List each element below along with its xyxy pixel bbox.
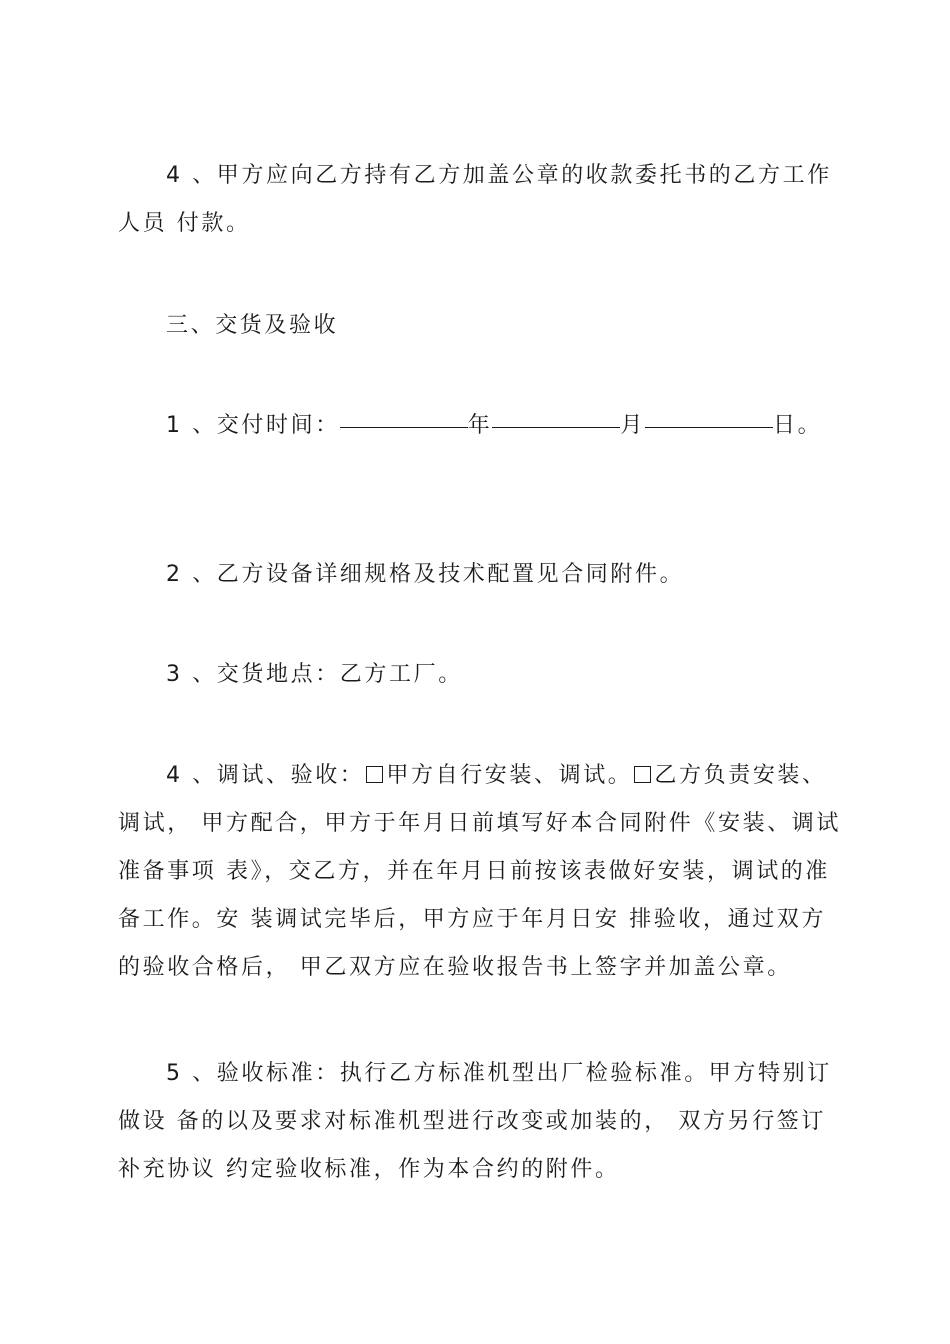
clause-delivery-time xyxy=(118,402,830,450)
clause-line: 2 、乙方设备详细规格及技术配置见合同附件。 xyxy=(166,562,685,587)
year-label: 年 xyxy=(467,413,493,438)
clause-line: 做设 备的以及要求对标准机型进行改变或加装的， 双方另行签订 xyxy=(118,1109,826,1134)
checkbox-self-install[interactable] xyxy=(366,766,383,783)
delivery-time-label: 1 、交付时间： xyxy=(166,413,340,438)
option-self-install: 甲方自行安装、调试。 xyxy=(386,763,633,788)
day-blank-field[interactable] xyxy=(645,403,773,428)
clause-line: 调试， 甲方配合，甲方于年月日前填写好本合同附件《安装、调试 xyxy=(118,811,841,836)
checkbox-supplier-install[interactable] xyxy=(634,766,651,783)
section-heading xyxy=(118,302,830,350)
clause-line: 补充协议 约定验收标准，作为本合约的附件。 xyxy=(118,1157,620,1182)
clause-line: 5 、验收标准：执行乙方标准机型出厂检验标准。甲方特别订 xyxy=(166,1061,832,1086)
clause-acceptance-standard xyxy=(118,1050,830,1194)
section-title: 三、交货及验收 xyxy=(166,313,339,338)
install-label: 4 、调试、验收： xyxy=(166,763,365,788)
month-label: 月 xyxy=(620,413,646,438)
clause-specs xyxy=(118,551,830,599)
clause-install-acceptance xyxy=(118,752,841,992)
clause-location xyxy=(118,651,830,699)
clause-line: 3 、交货地点：乙方工厂。 xyxy=(166,662,463,687)
clause-payment-4 xyxy=(118,152,830,248)
option-supplier-install: 乙方负责安装、 xyxy=(654,763,827,788)
clause-line: 的验收合格后， 甲乙双方应在验收报告书上签字并加盖公章。 xyxy=(118,955,792,980)
clause-line: 人员 付款。 xyxy=(118,211,251,236)
month-blank-field[interactable] xyxy=(492,403,620,428)
clause-line: 备工作。安 装调试完毕后，甲方应于年月日安 排验收，通过双方 xyxy=(118,907,826,932)
clause-line xyxy=(118,752,830,800)
clause-line: 4 、甲方应向乙方持有乙方加盖公章的收款委托书的乙方工作 xyxy=(166,163,832,188)
year-blank-field[interactable] xyxy=(340,403,468,428)
clause-line: 准备事项 表》，交乙方，并在年月日前按该表做好安装，调试的准 xyxy=(118,859,830,884)
clause-line xyxy=(118,402,830,450)
day-label: 日。 xyxy=(773,413,823,438)
